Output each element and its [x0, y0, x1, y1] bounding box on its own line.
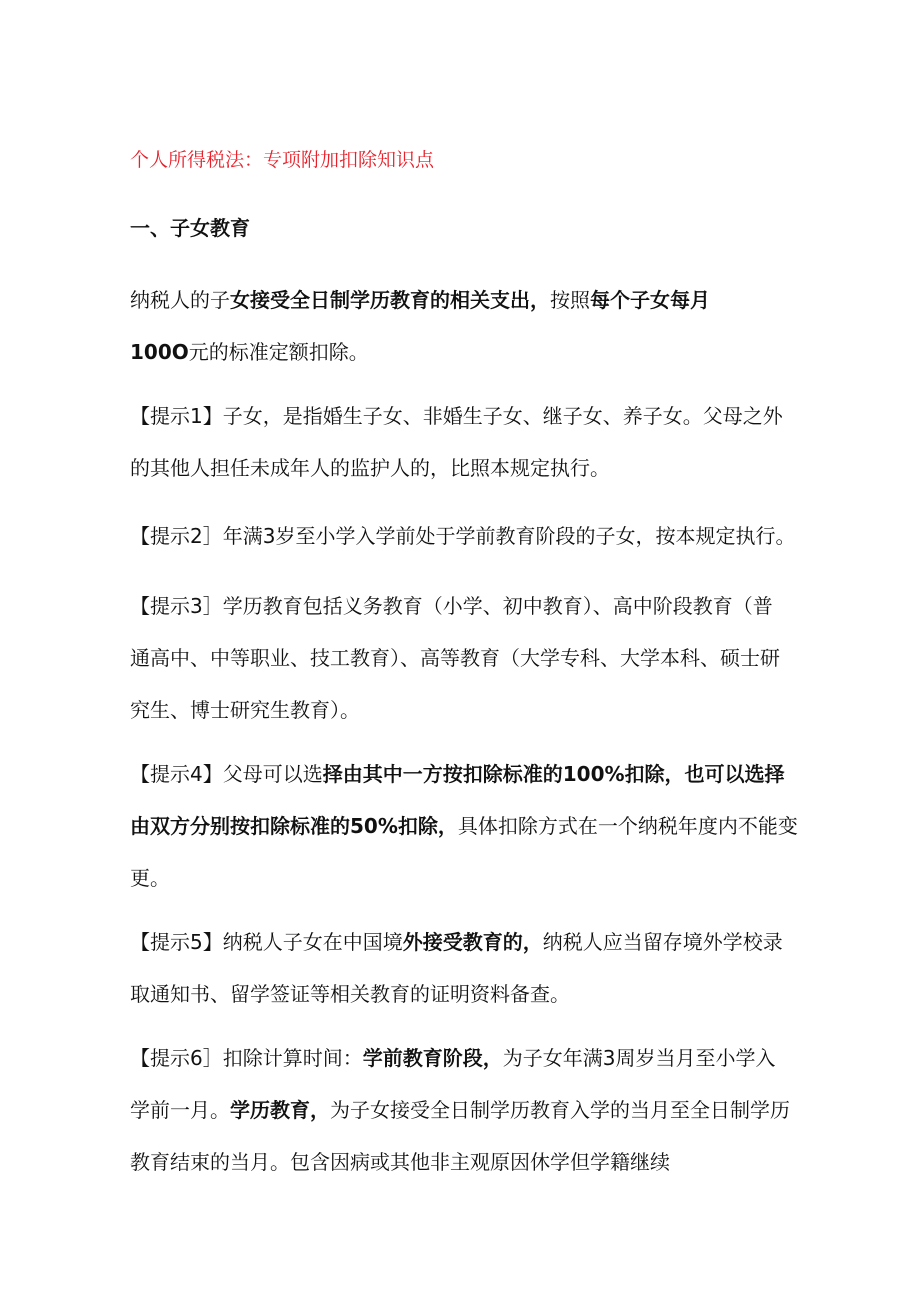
text-run: 按照 — [550, 288, 590, 312]
text-run: 纳税人的子 — [130, 288, 230, 312]
bold-text-run: 由双方分别按扣除标准的50%扣除， — [130, 814, 458, 838]
tip-3-line-2: 通高中、中等职业、技工教育）、高等教育（大学专科、大学本科、硕士研 — [130, 646, 780, 670]
text-run: 为子女接受全日制学历教育入学的当月至全日制学历 — [330, 1098, 790, 1122]
section-heading: 一、子女教育 — [130, 216, 250, 240]
text-run: 【提示5】纳税人子女在中国境 — [130, 930, 403, 954]
bold-text-run: 女接受全日制学历教育的相关支出， — [230, 288, 550, 312]
document-title: 个人所得税法：专项附加扣除知识点 — [130, 149, 435, 171]
intro-line-1 — [130, 274, 810, 326]
tip-3-line-1: 【提示3］学历教育包括义务教育（小学、初中教育）、高中阶段教育（普 — [130, 594, 773, 618]
tip-5-paragraph — [130, 916, 810, 1020]
tip-4-line-3: 更。 — [130, 866, 170, 890]
text-run: 【提示4】父母可以选 — [130, 762, 323, 786]
tip-6-line-2 — [130, 1084, 810, 1136]
intro-paragraph — [130, 274, 810, 378]
bold-text-run: 择由其中一方按扣除标准的100%扣除，也可以选择 — [322, 762, 785, 786]
text-run: 为子女年满3周岁当月至小学入 — [502, 1046, 776, 1070]
bold-text-run: 学前教育阶段， — [362, 1046, 503, 1070]
text-run: 元的标准定额扣除。 — [188, 340, 369, 364]
bold-text-run: 每个子女每月 — [590, 288, 710, 312]
tip-4-paragraph — [130, 748, 810, 904]
tip-5-line-2: 取通知书、留学签证等相关教育的证明资料备查。 — [130, 982, 570, 1006]
tip-5-line-1 — [130, 916, 810, 968]
text-run: 【提示6］扣除计算时间： — [130, 1046, 363, 1070]
tip-1-line-1: 【提示1】子女，是指婚生子女、非婚生子女、继子女、养子女。父母之外 — [130, 404, 783, 428]
tip-6-paragraph — [130, 1032, 810, 1188]
tip-6-line-3: 教育结束的当月。包含因病或其他非主观原因休学但学籍继续 — [130, 1150, 670, 1174]
bold-text-run: 学历教育， — [230, 1098, 330, 1122]
tip-6-line-1 — [130, 1032, 810, 1084]
intro-line-2 — [130, 326, 810, 378]
tip-1-line-2: 的其他人担任未成年人的监护人的，比照本规定执行。 — [130, 456, 610, 480]
tip-2-paragraph — [130, 510, 810, 562]
bold-text-run: 100O — [130, 340, 189, 364]
tip-4-line-2 — [130, 800, 810, 852]
bold-text-run: 外接受教育的， — [402, 930, 543, 954]
text-run: 具体扣除方式在一个纳税年度内不能变 — [457, 814, 798, 838]
text-run: 学前一月。 — [130, 1098, 230, 1122]
tip-3-paragraph — [130, 580, 810, 736]
tip-3-line-3: 究生、博士研究生教育）。 — [130, 698, 360, 722]
tip-4-line-1 — [130, 748, 810, 800]
tip-1-paragraph — [130, 390, 810, 494]
text-run: 纳税人应当留存境外学校录 — [542, 930, 783, 954]
tip-2-line-1: 【提示2］年满3岁至小学入学前处于学前教育阶段的子女，按本规定执行。 — [130, 524, 796, 548]
